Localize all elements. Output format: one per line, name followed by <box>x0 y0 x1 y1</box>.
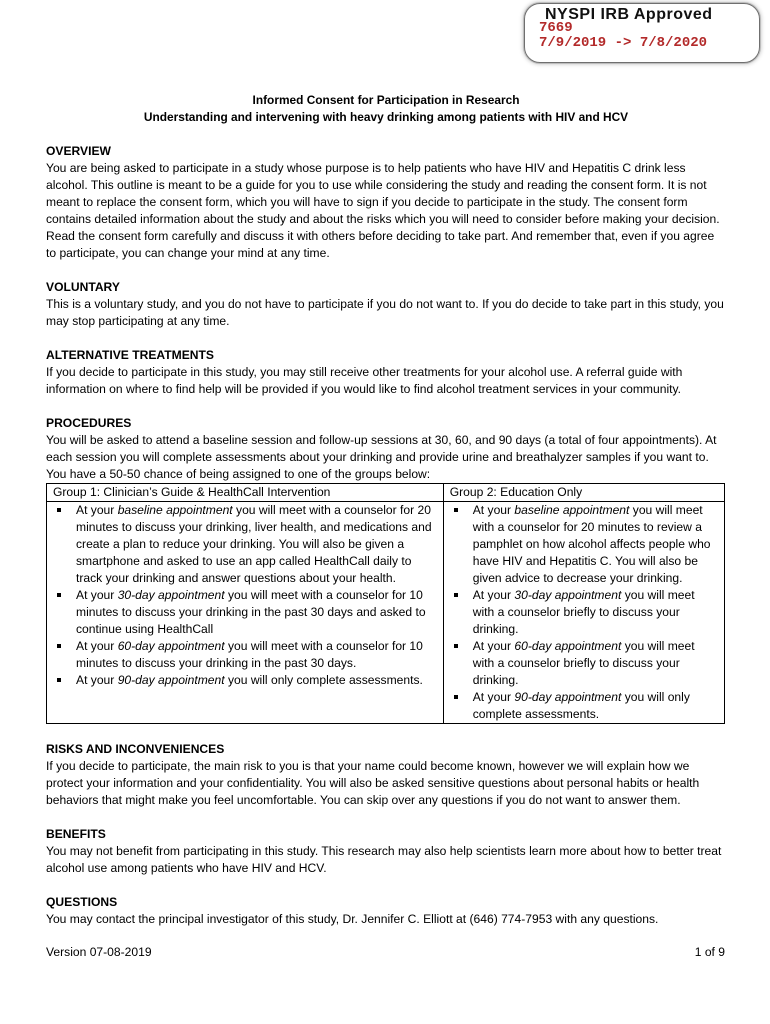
group1-header: Group 1: Clinician’s Guide & HealthCall Intervention <box>47 484 444 502</box>
stamp-protocol-id: 7669 <box>539 20 573 36</box>
procedures-heading: PROCEDURES <box>46 416 132 430</box>
irb-approval-stamp <box>524 3 760 63</box>
voluntary-text: This is a voluntary study, and you do not have to participate if you do not want to. If you do decide to take part in this study, you may stop participating at any time. <box>46 297 724 328</box>
overview-text: You are being asked to participate in a study whose purpose is to help patients who have HIV and Hepatitis C drink less alcohol. This outline is meant to be a guide for you to use while considering the study and reading the consent form. It is not meant to replace the consent form, which you will have to sign if you decide to participate in the study. The consent form contains detailed information about the study and about the risks which you will need to consider before making your decision. Read the consent form carefully and discuss it with others before deciding to take part. And remember that, even if you agree to participate, you can change your mind at any time. <box>46 161 720 260</box>
document-title: Informed Consent for Participation in Research <box>252 93 520 107</box>
list-item: At your 90-day appointment you will only complete assessments. <box>51 672 439 689</box>
list-item: At your 30-day appointment you will meet with a counselor briefly to discuss your drinking. <box>448 587 720 638</box>
page-number: 1 of 9 <box>694 945 725 959</box>
groups-table-header-row <box>47 484 725 502</box>
document-subtitle: Understanding and intervening with heavy drinking among patients with HIV and HCV <box>143 110 629 124</box>
benefits-text: You may not benefit from participating in this study. This research may also help scientists learn more about how to better treat alcohol use among patients who have HIV and HCV. <box>46 844 722 875</box>
group1-list <box>51 502 439 689</box>
stamp-approval-dates: 7/9/2019 -> 7/8/2020 <box>539 35 708 51</box>
questions-text: You may contact the principal investigator of this study, Dr. Jennifer C. Elliott at (646) 774-7953 with any questions. <box>46 912 659 926</box>
list-item: At your 90-day appointment you will only complete assessments. <box>448 689 720 723</box>
group1-cell <box>47 502 444 724</box>
groups-table-body-row <box>47 502 725 724</box>
overview-heading: OVERVIEW <box>46 144 111 158</box>
groups-table <box>46 483 725 724</box>
stamp-title: NYSPI IRB Approved <box>545 6 713 23</box>
risks-text: If you decide to participate, the main risk to you is that your name could become known, however we will explain how we protect your information and your confidentiality. You will also be asked sensitive questions about personal habits or health behaviors that might make you feel uncomfortable. You can skip over any questions if you do not want to answer them. <box>46 759 700 807</box>
alternative-treatments-heading: ALTERNATIVE TREATMENTS <box>46 348 214 362</box>
list-item: At your 60-day appointment you will meet with a counselor briefly to discuss your drinking. <box>448 638 720 689</box>
list-item: At your 30-day appointment you will meet with a counselor for 10 minutes to discuss your drinking in the past 30 days and asked to continue using HealthCall <box>51 587 439 638</box>
questions-heading: QUESTIONS <box>46 895 118 909</box>
version-label: Version 07-08-2019 <box>46 945 152 959</box>
alternative-treatments-text: If you decide to participate in this study, you may still receive other treatments for your alcohol use. A referral guide with information on where to find help will be provided if you would like to find alcohol treatment services in your community. <box>46 365 683 396</box>
list-item: At your baseline appointment you will meet with a counselor for 20 minutes to discuss your drinking, liver health, and medications and create a plan to reduce your drinking. You will also be given a smartphone and asked to use an app called HealthCall daily to track your drinking and answer questions about your health. <box>51 502 439 587</box>
list-item: At your baseline appointment you will meet with a counselor for 20 minutes to review a pamphlet on how alcohol affects people who have HIV and Hepatitis C. You will also be given advice to decrease your drinking. <box>448 502 720 587</box>
list-item: At your 60-day appointment you will meet with a counselor for 10 minutes to discuss your drinking in the past 30 days. <box>51 638 439 672</box>
benefits-heading: BENEFITS <box>46 827 106 841</box>
page-footer <box>46 944 725 961</box>
group2-cell <box>443 502 724 724</box>
risks-heading: RISKS AND INCONVENIENCES <box>46 742 225 756</box>
group2-list <box>448 502 720 723</box>
procedures-text: You will be asked to attend a baseline session and follow-up sessions at 30, 60, and 90 days (a total of four appointments). At each session you will complete assessments about your drinking and provide urine and breathalyzer samples if you want to. You have a 50-50 chance of being assigned to one of the groups below: <box>46 433 717 481</box>
group2-header: Group 2: Education Only <box>443 484 724 502</box>
voluntary-heading: VOLUNTARY <box>46 280 120 294</box>
consent-document <box>46 92 726 945</box>
